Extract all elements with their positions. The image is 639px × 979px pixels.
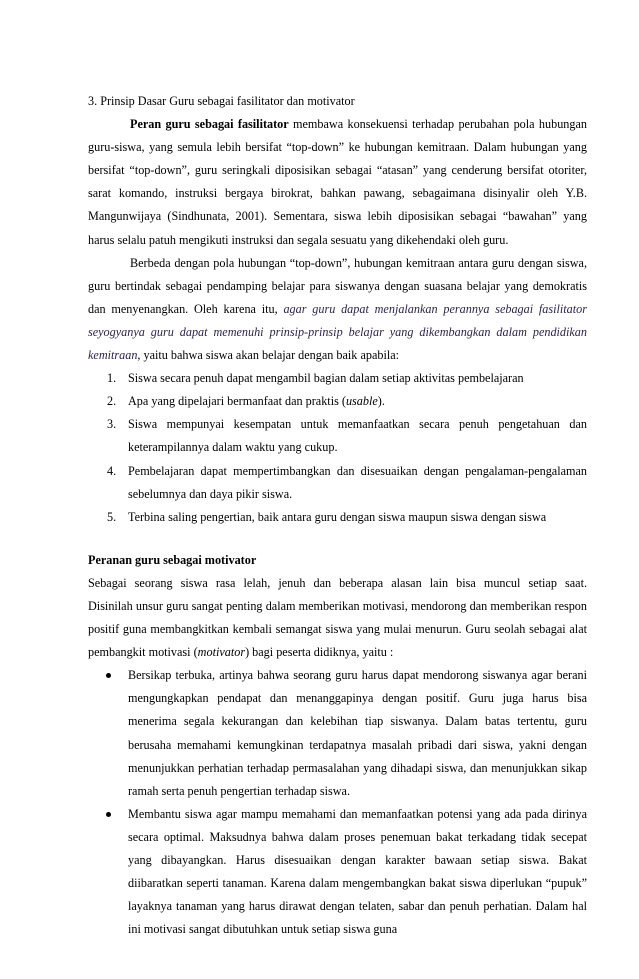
list-item xyxy=(107,460,587,506)
list-item xyxy=(107,390,587,413)
paragraph-text: Berbeda dengan pola hubungan “top-down”, hubungan kemitraan antara guru dengan siswa, guru bertindak sebagai pendamping belajar para siswanya dengan suasana belajar yang demokratis dan menyenangkan. Oleh karena itu, xyxy=(88,255,587,316)
list-number: 5. xyxy=(107,509,117,524)
bullet-icon xyxy=(106,673,111,678)
paragraph-kemitraan xyxy=(88,252,587,367)
list-italic: usable xyxy=(345,394,378,409)
list-text: Apa yang dipelajari bermanfaat dan praktis ( xyxy=(128,394,346,409)
paragraph-text: membawa konsekuensi terhadap perubahan pola hubungan guru-siswa, yang semula lebih bersifat “top-down” ke hubungan kemitraan. Dalam hubungan yang bersifat “top-down”, guru seringkali diposisikan sebagai “atasan” yang cenderung bersifat otoriter, sarat komando, instruksi bergaya birokrat, bahkan pawang, sebagaimana disinyalir oleh Y.B. Mangunwijaya (Sindhunata, 2001). Sementara, siswa lebih diposisikan sebagai “bawahan” yang harus selalu patuh mengikuti instruksi dan segala sesuatu yang dikehendaki oleh guru. xyxy=(88,117,587,247)
list-text: Pembelajaran dapat mempertimbangkan dan disesuaikan dengan pengalaman-pengalaman sebelumnya dan daya pikir siswa. xyxy=(128,463,587,501)
list-text: Siswa mempunyai kesempatan untuk memanfaatkan secara penuh pengetahuan dan keterampilannya dalam waktu yang cukup. xyxy=(128,417,587,455)
bullet-icon xyxy=(106,812,111,817)
paragraph-tail: , yaitu bahwa siswa akan belajar dengan baik apabila: xyxy=(137,348,400,363)
bullet-text: Membantu siswa agar mampu memahami dan memanfaatkan potensi yang ada pada dirinya secara optimal. Maksudnya bahwa dalam proses penemuan bakat terkadang tidak secepat yang dibayangkan. Harus disesuaikan dengan karakter bawaan setiap siswa. Bakat diibaratkan seperti tanaman. Karena dalam mengembangkan bakat siswa diperlukan “pupuk” layaknya tanaman yang harus dirawat dengan telaten, sabar dan penuh perhatian. Dalam hal ini motivasi sangat dibutuhkan untuk setiap siswa guna xyxy=(128,806,587,937)
list-number: 4. xyxy=(107,463,117,478)
list-tail: ). xyxy=(377,394,385,409)
motivator-bullet-list xyxy=(88,664,587,941)
list-item xyxy=(107,413,587,459)
section-heading: 3. Prinsip Dasar Guru sebagai fasilitator dan motivator xyxy=(88,94,355,108)
list-item xyxy=(107,367,587,390)
paragraph-text: Disinilah unsur guru sangat penting dalam memberikan motivasi, mendorong dan memberikan respon positif guna membangkitkan kembali semangat siswa yang mulai menurun. Guru seolah sebagai alat pembangkit motivasi ( xyxy=(88,598,587,660)
section-title-motivator: Peranan guru sebagai motivator xyxy=(88,552,257,567)
list-item xyxy=(107,506,587,529)
bold-lead: Peran guru sebagai fasilitator xyxy=(130,117,289,132)
list-number: 1. xyxy=(107,371,117,386)
list-number: 2. xyxy=(107,394,117,409)
paragraph-tail: ) bagi peserta didiknya, yaitu : xyxy=(245,645,394,660)
list-text: Siswa secara penuh dapat mengambil bagian dalam setiap aktivitas pembelajaran xyxy=(128,371,524,386)
italic-emphasis: agar guru dapat menjalankan perannya sebagai fasilitator seyogyanya guru dapat memenuhi prinsip-prinsip belajar yang dikembangkan dalam pendidikan kemitraan xyxy=(88,301,587,363)
paragraph-fasilitator xyxy=(88,113,587,252)
list-number: 3. xyxy=(107,417,117,432)
principles-list xyxy=(88,367,587,529)
italic-term: motivator xyxy=(197,645,246,660)
list-text: Terbina saling pengertian, baik antara guru dengan siswa maupun siswa dengan siswa xyxy=(128,509,547,524)
motivator-intro-line: Sebagai seorang siswa rasa lelah, jenuh dan beberapa alasan lain bisa muncul setiap saat. xyxy=(88,575,587,590)
motivator-intro xyxy=(88,595,587,664)
list-item xyxy=(128,664,587,803)
bullet-text: Bersikap terbuka, artinya bahwa seorang guru harus dapat mendorong siswanya agar berani mengungkapkan pendapat dan menanggapinya dengan positif. Guru juga harus bisa menerima segala kekurangan dan kelebihan tiap siswanya. Dalam batas tertentu, guru berusaha memahami kemungkinan terdapatnya masalah pribadi dari siswa, yakni dengan menunjukkan perhatian terhadap permasalahan yang dihadapi siswa, dan menunjukkan sikap ramah serta penuh pengertian terhadap siswa. xyxy=(128,668,587,798)
list-item xyxy=(128,803,587,942)
